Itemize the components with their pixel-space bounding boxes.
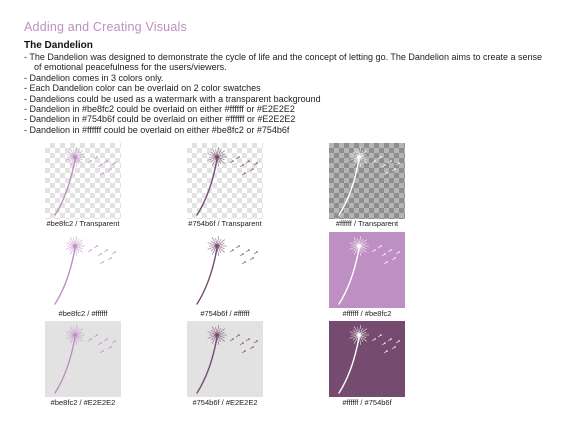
swatch-ffffff-transparent (329, 143, 405, 219)
dandelion-icon (45, 232, 121, 308)
description-list (24, 52, 544, 135)
list-item: - The Dandelion was designed to demonstrate the cycle of life and the concept of letting go. The Dandelion aims to create a sense of emotional peacefulness for the users/viewers. (24, 52, 544, 73)
swatch-caption: #be8fc2 / #E2E2E2 (50, 398, 116, 407)
swatch-be8fc2-transparent (45, 143, 121, 219)
swatch-caption: #754b6f / #E2E2E2 (192, 398, 258, 407)
swatch-caption: #754b6f / #ffffff (200, 309, 250, 318)
list-item: - Dandelion in #754b6f could be overlaid on either #ffffff or #E2E2E2 (24, 114, 544, 124)
dandelion-icon (329, 232, 405, 308)
swatch-caption: #be8fc2 / Transparent (46, 219, 120, 228)
dandelion-icon (329, 143, 405, 219)
page-heading: Adding and Creating Visuals (24, 20, 187, 34)
list-item: - Dandelion comes in 3 colors only. (24, 73, 544, 83)
section-title: The Dandelion (24, 40, 93, 51)
list-item: - Dandelion in #be8fc2 could be overlaid on either #ffffff or #E2E2E2 (24, 104, 544, 114)
swatch-caption: #ffffff / #754b6f (342, 398, 392, 407)
swatch-caption: #be8fc2 / #ffffff (58, 309, 108, 318)
list-item: - Dandelions could be used as a watermark with a transparent background (24, 94, 544, 104)
list-item: - Each Dandelion color can be overlaid on 2 color swatches (24, 83, 544, 93)
swatch-754b6f-ffffff (187, 232, 263, 308)
dandelion-icon (329, 321, 405, 397)
swatch-754b6f-e2e2e2 (187, 321, 263, 397)
swatch-caption: #ffffff / Transparent (335, 219, 399, 228)
dandelion-icon (187, 232, 263, 308)
swatch-caption: #ffffff / #be8fc2 (342, 309, 392, 318)
swatch-caption: #754b6f / Transparent (188, 219, 262, 228)
dandelion-icon (45, 321, 121, 397)
swatch-ffffff-be8fc2 (329, 232, 405, 308)
swatch-ffffff-754b6f (329, 321, 405, 397)
swatch-754b6f-transparent (187, 143, 263, 219)
list-item: - Dandelion in #ffffff could be overlaid on either #be8fc2 or #754b6f (24, 125, 544, 135)
dandelion-icon (187, 321, 263, 397)
dandelion-icon (45, 143, 121, 219)
dandelion-icon (187, 143, 263, 219)
swatch-be8fc2-e2e2e2 (45, 321, 121, 397)
swatch-be8fc2-ffffff (45, 232, 121, 308)
